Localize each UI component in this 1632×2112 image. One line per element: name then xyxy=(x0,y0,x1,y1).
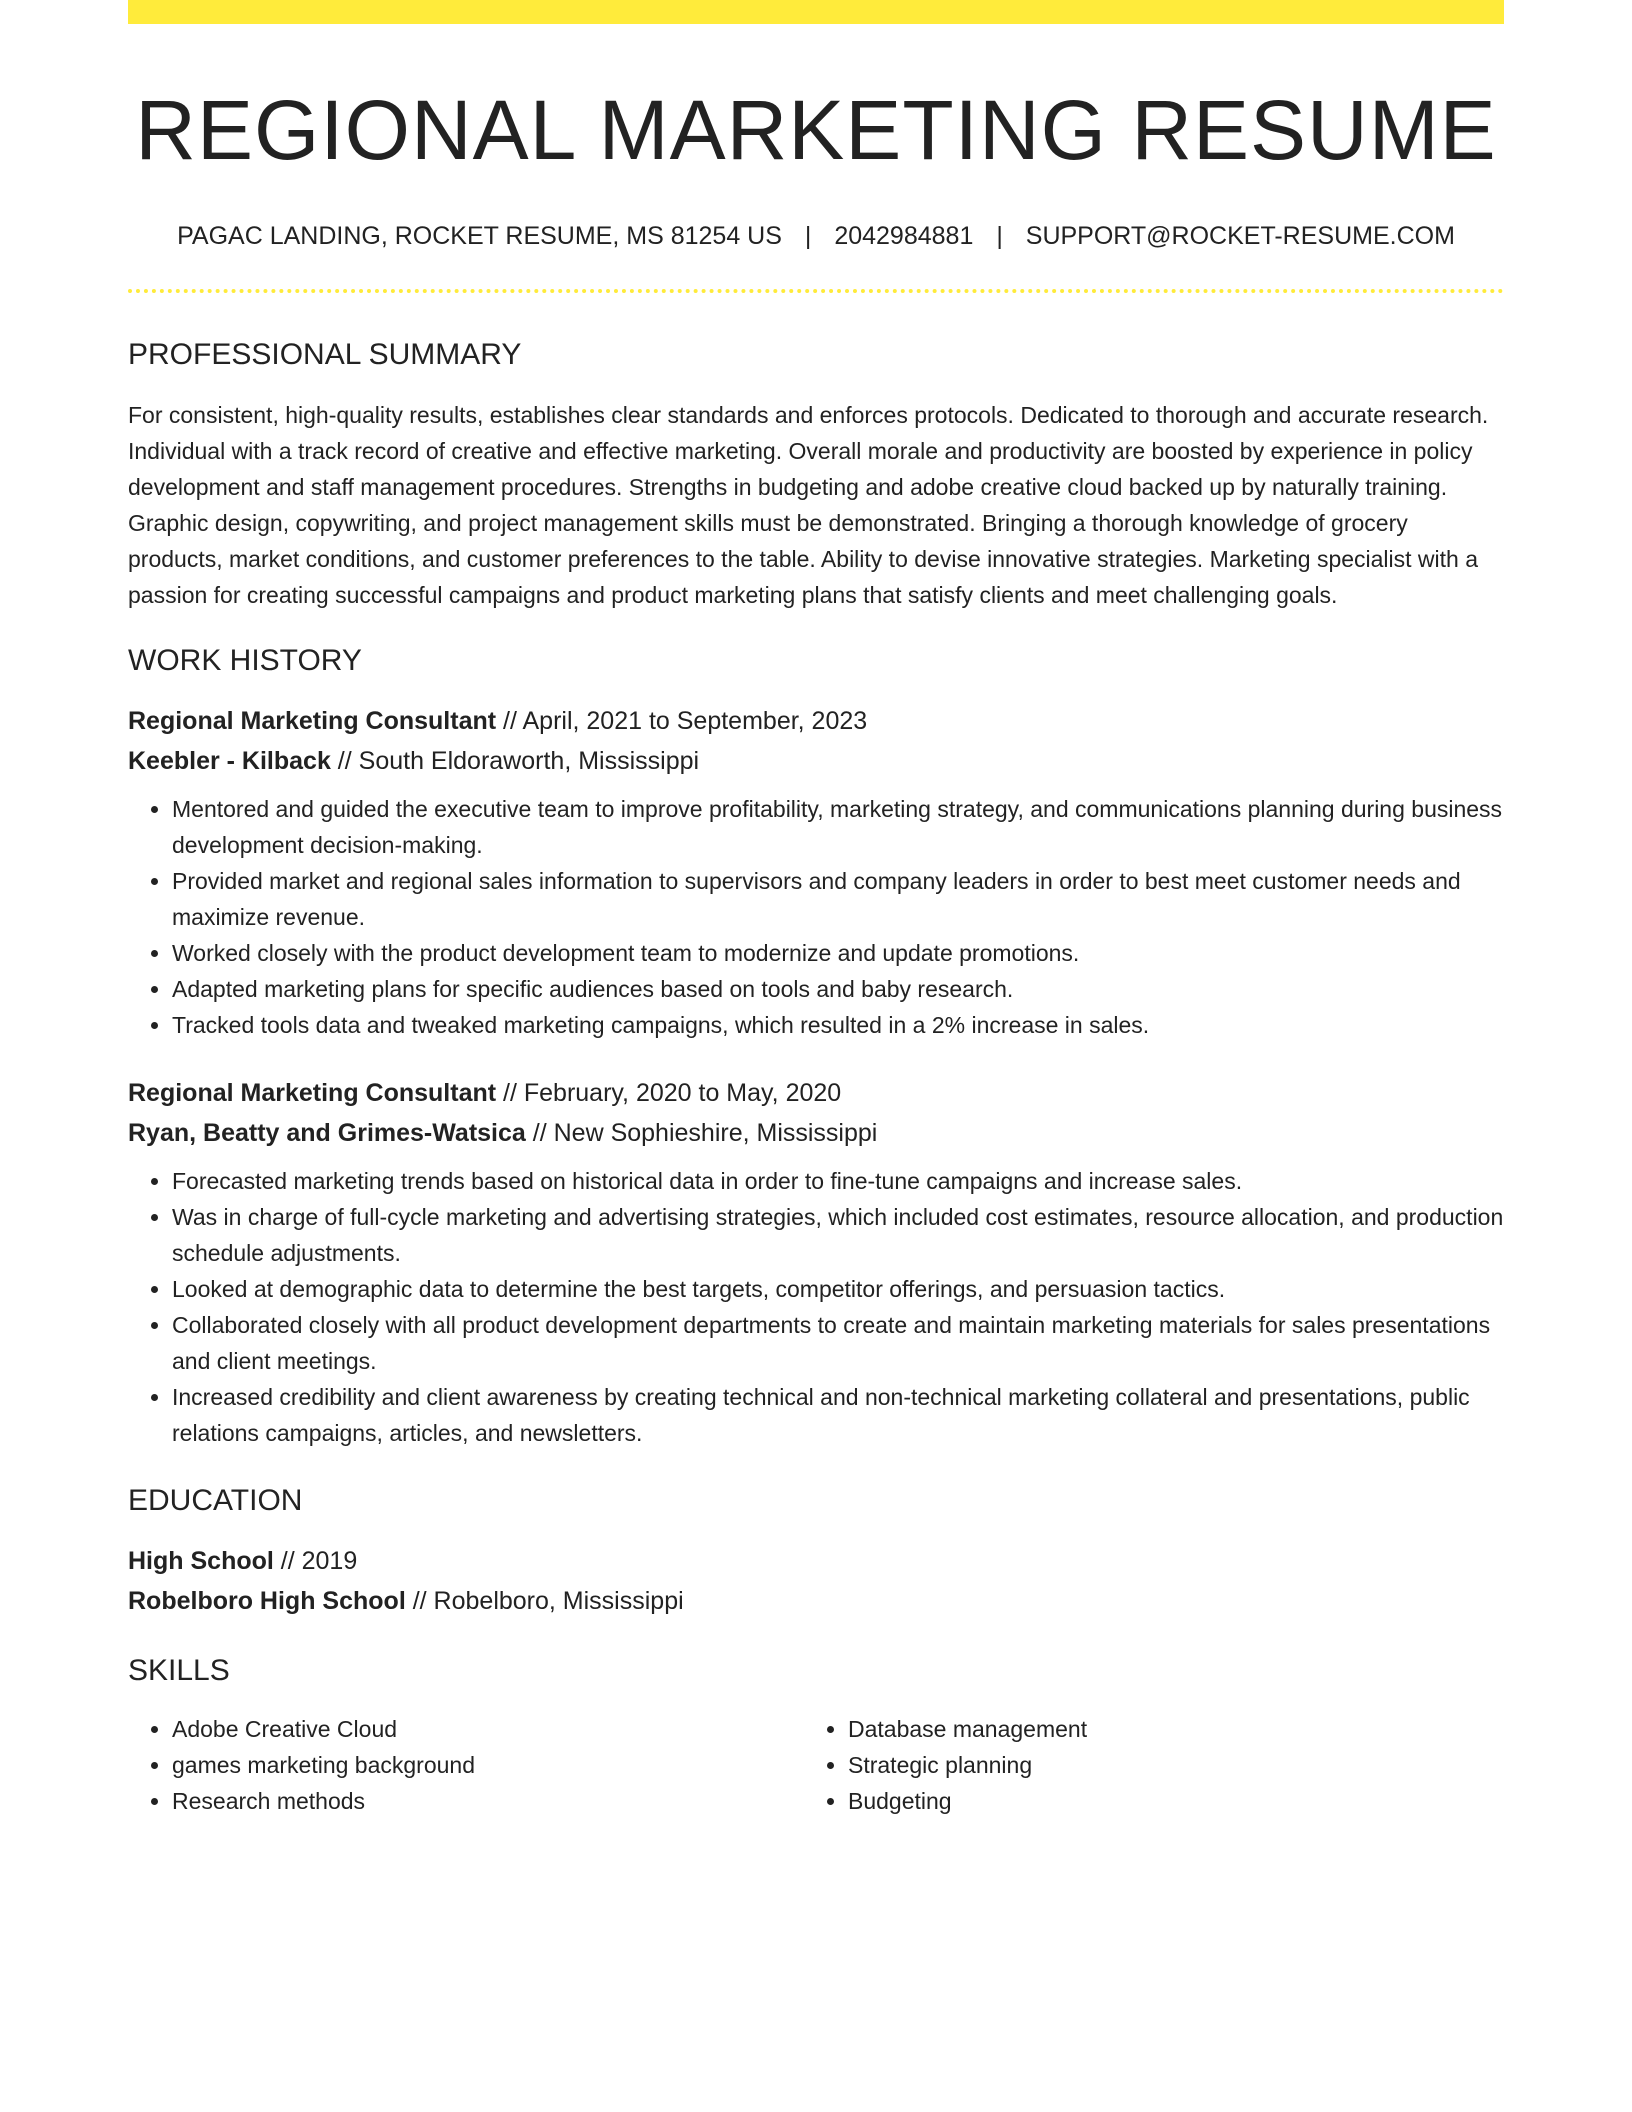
list-item: • Budgeting xyxy=(848,1783,1480,1819)
education-school-line xyxy=(128,1581,1504,1621)
list-item: • Increased credibility and client awareness by creating technical and non-technical marketing collateral and presentations, public relations campaigns, articles, and newsletters. xyxy=(172,1379,1504,1451)
contact-address: PAGAC LANDING, ROCKET RESUME, MS 81254 US xyxy=(177,221,782,250)
job-bullets xyxy=(128,791,1504,1043)
dotted-divider xyxy=(128,289,1504,293)
skills-heading: SKILLS xyxy=(128,1653,230,1687)
list-item: • Tracked tools data and tweaked marketing campaigns, which resulted in a 2% increase in sales. xyxy=(172,1007,1504,1043)
contact-separator: | xyxy=(804,221,812,250)
list-item: • Strategic planning xyxy=(848,1747,1480,1783)
job-entry xyxy=(128,701,1504,1043)
job-role: Regional Marketing Consultant xyxy=(128,706,497,735)
contact-phone: 2042984881 xyxy=(834,221,974,250)
job-entry xyxy=(128,1073,1504,1451)
job-location: // New Sophieshire, Mississippi xyxy=(525,1118,878,1147)
list-item: • Database management xyxy=(848,1711,1480,1747)
education-school: Robelboro High School xyxy=(128,1586,406,1615)
job-company-line xyxy=(128,741,1504,781)
resume-page xyxy=(128,0,1504,1819)
list-item: • Forecasted marketing trends based on historical data in order to fine-tune campaigns and increase sales. xyxy=(172,1163,1504,1199)
job-company: Ryan, Beatty and Grimes-Watsica xyxy=(128,1118,526,1147)
job-role: Regional Marketing Consultant xyxy=(128,1078,497,1107)
summary-text: For consistent, high-quality results, establishes clear standards and enforces protocols. Dedicated to thorough and accurate research. Individual with a track record of creative and effective marketing. Overall morale and productivity are boosted by experience in policy development and staff management procedures. Strengths in budgeting and adobe creative cloud backed up by naturally training. Graphic design, copywriting, and project management skills must be demonstrated. Bringing a thorough knowledge of grocery products, market conditions, and customer preferences to the table. Ability to devise innovative strategies. Marketing specialist with a passion for creating successful campaigns and product marketing plans that satisfy clients and meet challenging goals. xyxy=(128,401,1489,608)
list-item: • Looked at demographic data to determine the best targets, competitor offerings, and persuasion tactics. xyxy=(172,1271,1504,1307)
summary-heading: PROFESSIONAL SUMMARY xyxy=(128,337,522,371)
list-item: • Was in charge of full-cycle marketing and advertising strategies, which included cost estimates, resource allocation, and production schedule adjustments. xyxy=(172,1199,1504,1271)
education-heading: EDUCATION xyxy=(128,1483,303,1517)
skills-left-column xyxy=(128,1711,804,1819)
list-item: • Adapted marketing plans for specific audiences based on tools and baby research. xyxy=(172,971,1504,1007)
list-item: • games marketing background xyxy=(172,1747,804,1783)
education-degree: High School xyxy=(128,1546,274,1575)
list-item: • Adobe Creative Cloud xyxy=(172,1711,804,1747)
contact-separator: | xyxy=(996,221,1003,250)
job-location: // South Eldoraworth, Mississippi xyxy=(330,746,700,775)
list-item: • Research methods xyxy=(172,1783,804,1819)
list-item: • Collaborated closely with all product development departments to create and maintain marketing materials for sales presentations and client meetings. xyxy=(172,1307,1504,1379)
education-entry xyxy=(128,1541,1504,1621)
list-item: • Provided market and regional sales information to supervisors and company leaders in order to best meet customer needs and maximize revenue. xyxy=(172,863,1504,935)
education-location: // Robelboro, Mississippi xyxy=(405,1586,684,1615)
job-company: Keebler - Kilback xyxy=(128,746,331,775)
contact-email: SUPPORT@ROCKET-RESUME.COM xyxy=(1025,221,1455,250)
education-degree-line xyxy=(128,1541,1504,1581)
skills-grid xyxy=(128,1711,1504,1819)
list-item: • Mentored and guided the executive team to improve profitability, marketing strategy, and communications planning during business development decision-making. xyxy=(172,791,1504,863)
list-item: • Worked closely with the product development team to modernize and update promotions. xyxy=(172,935,1504,971)
accent-top-bar xyxy=(128,0,1504,24)
job-company-line xyxy=(128,1113,1504,1153)
resume-title: REGIONAL MARKETING RESUME xyxy=(135,83,1497,177)
job-dates: // February, 2020 to May, 2020 xyxy=(496,1078,842,1107)
contact-line xyxy=(128,221,1504,251)
education-year: // 2019 xyxy=(273,1546,358,1575)
job-role-line xyxy=(128,701,1504,741)
job-dates: // April, 2021 to September, 2023 xyxy=(496,706,868,735)
job-bullets xyxy=(128,1163,1504,1451)
work-history-heading: WORK HISTORY xyxy=(128,643,362,677)
skills-right-column xyxy=(804,1711,1480,1819)
job-role-line xyxy=(128,1073,1504,1113)
